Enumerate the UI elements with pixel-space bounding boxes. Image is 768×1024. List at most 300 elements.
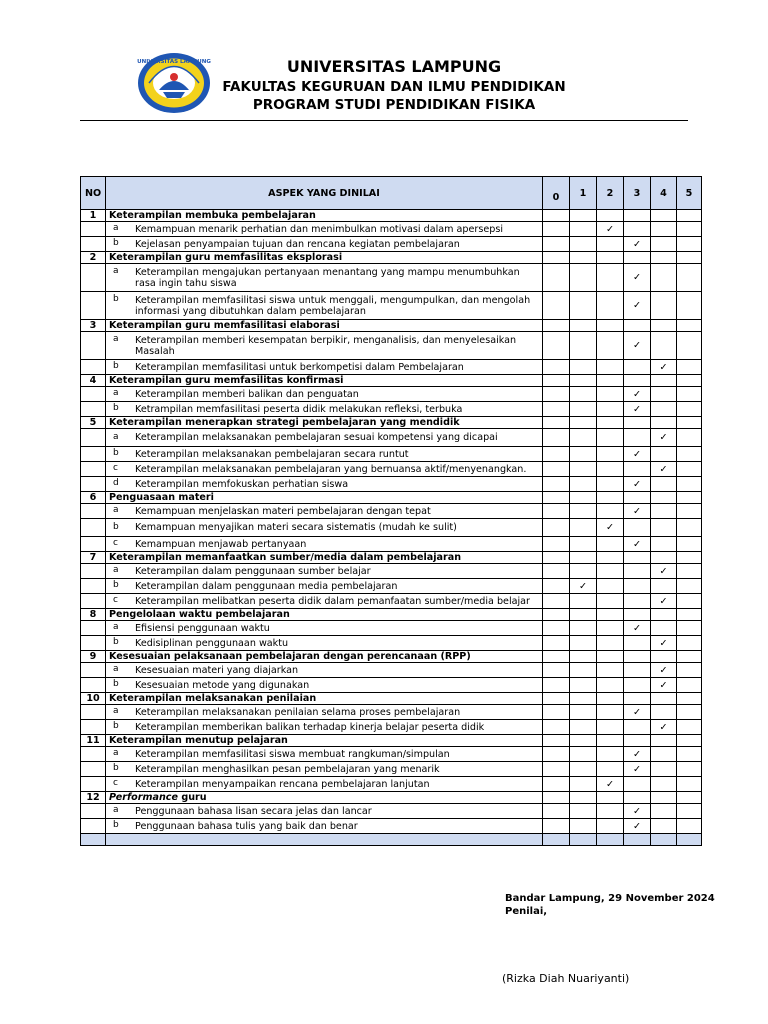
score-cell[interactable] — [570, 402, 597, 417]
score-cell[interactable] — [651, 447, 677, 462]
score-cell[interactable] — [570, 621, 597, 636]
score-cell[interactable] — [570, 519, 597, 537]
score-cell[interactable] — [677, 387, 702, 402]
program-name: PROGRAM STUDI PENDIDIKAN FISIKA — [252, 97, 536, 113]
score-cell[interactable] — [624, 747, 651, 762]
section-title — [106, 252, 543, 264]
criteria-row — [81, 292, 702, 320]
score-cell[interactable] — [624, 504, 651, 519]
score-cell[interactable] — [570, 504, 597, 519]
score-cell[interactable] — [624, 594, 651, 609]
score-cell[interactable] — [651, 360, 677, 375]
score-cell[interactable] — [677, 819, 702, 834]
score-cell[interactable] — [624, 417, 651, 429]
criteria-row — [81, 777, 702, 792]
score-cell[interactable] — [543, 462, 570, 477]
score-cell[interactable] — [651, 417, 677, 429]
score-cell[interactable] — [570, 237, 597, 252]
criteria-letter: a — [113, 223, 119, 233]
criteria-cell — [106, 429, 543, 447]
score-cell[interactable] — [624, 621, 651, 636]
score-cell[interactable] — [677, 762, 702, 777]
score-cell[interactable] — [543, 504, 570, 519]
score-cell[interactable] — [624, 477, 651, 492]
score-cell[interactable] — [597, 292, 624, 320]
score-cell[interactable] — [624, 819, 651, 834]
score-cell[interactable] — [570, 747, 597, 762]
score-cell[interactable] — [570, 762, 597, 777]
score-cell[interactable] — [624, 462, 651, 477]
criteria-number-cell — [81, 402, 106, 417]
score-cell[interactable] — [677, 579, 702, 594]
score-cell[interactable] — [677, 678, 702, 693]
score-cell[interactable] — [543, 477, 570, 492]
score-cell[interactable] — [570, 552, 597, 564]
score-cell[interactable] — [570, 564, 597, 579]
score-cell[interactable] — [597, 705, 624, 720]
score-cell[interactable] — [543, 519, 570, 537]
score-cell[interactable] — [677, 609, 702, 621]
score-cell[interactable] — [543, 320, 570, 332]
score-cell[interactable] — [597, 360, 624, 375]
score-cell[interactable] — [570, 252, 597, 264]
score-cell[interactable] — [597, 819, 624, 834]
score-cell[interactable] — [570, 429, 597, 447]
section-number: 9 — [81, 651, 106, 663]
score-cell[interactable] — [570, 678, 597, 693]
score-cell[interactable] — [651, 621, 677, 636]
score-cell[interactable] — [570, 792, 597, 804]
score-cell[interactable] — [651, 804, 677, 819]
score-cell[interactable] — [677, 264, 702, 292]
score-cell[interactable] — [543, 804, 570, 819]
score-cell[interactable] — [543, 636, 570, 651]
score-cell[interactable] — [597, 537, 624, 552]
section-row — [81, 252, 702, 264]
section-title-suffix: guru — [178, 792, 207, 803]
score-cell[interactable] — [570, 375, 597, 387]
score-cell[interactable] — [624, 735, 651, 747]
score-cell[interactable] — [651, 579, 677, 594]
score-cell[interactable] — [677, 537, 702, 552]
criteria-text: Kesesuaian materi yang diajarkan — [135, 664, 299, 676]
criteria-number-cell — [81, 762, 106, 777]
score-cell[interactable] — [597, 720, 624, 735]
score-cell[interactable] — [597, 462, 624, 477]
score-cell[interactable] — [543, 609, 570, 621]
score-cell[interactable] — [651, 429, 677, 447]
score-cell[interactable] — [651, 735, 677, 747]
score-cell[interactable] — [677, 237, 702, 252]
score-cell[interactable] — [570, 819, 597, 834]
score-cell[interactable] — [624, 264, 651, 292]
criteria-text: Kemampuan menyajikan materi secara sistematis (mudah ke sulit) — [135, 522, 457, 533]
score-cell[interactable] — [677, 252, 702, 264]
criteria-text: Kedisiplinan penggunaan waktu — [135, 637, 289, 649]
score-cell[interactable] — [543, 537, 570, 552]
score-cell[interactable] — [543, 264, 570, 292]
section-title-text: Kesesuaian pelaksanaan pembelajaran dengan perencanaan (RPP) — [109, 651, 471, 662]
criteria-letter: a — [113, 388, 119, 398]
score-cell[interactable] — [677, 594, 702, 609]
score-cell[interactable] — [677, 492, 702, 504]
score-cell[interactable] — [651, 636, 677, 651]
score-cell[interactable] — [624, 210, 651, 222]
criteria-cell — [106, 621, 543, 636]
score-cell[interactable] — [570, 360, 597, 375]
score-cell[interactable] — [543, 579, 570, 594]
score-cell[interactable] — [677, 705, 702, 720]
criteria-row — [81, 747, 702, 762]
score-cell[interactable] — [651, 387, 677, 402]
criteria-row — [81, 264, 702, 292]
score-cell[interactable] — [570, 332, 597, 360]
score-cell[interactable] — [651, 762, 677, 777]
score-cell[interactable] — [543, 693, 570, 705]
score-cell[interactable] — [677, 477, 702, 492]
score-cell[interactable] — [597, 663, 624, 678]
score-cell[interactable] — [543, 663, 570, 678]
score-cell[interactable] — [677, 663, 702, 678]
score-cell[interactable] — [543, 417, 570, 429]
score-cell[interactable] — [651, 237, 677, 252]
score-cell[interactable] — [570, 292, 597, 320]
score-cell[interactable] — [597, 735, 624, 747]
score-cell[interactable] — [543, 210, 570, 222]
score-cell[interactable] — [651, 375, 677, 387]
score-cell[interactable] — [597, 579, 624, 594]
score-cell[interactable] — [570, 222, 597, 237]
score-cell[interactable] — [597, 693, 624, 705]
score-cell[interactable] — [543, 492, 570, 504]
score-cell[interactable] — [677, 504, 702, 519]
section-title — [106, 651, 543, 663]
score-cell[interactable] — [543, 360, 570, 375]
score-cell[interactable] — [570, 579, 597, 594]
score-cell[interactable] — [570, 537, 597, 552]
score-cell[interactable] — [570, 663, 597, 678]
score-cell[interactable] — [597, 678, 624, 693]
score-cell[interactable] — [597, 504, 624, 519]
check-mark-icon: ✓ — [632, 538, 642, 550]
score-cell[interactable] — [651, 537, 677, 552]
score-cell[interactable] — [677, 462, 702, 477]
score-cell[interactable] — [570, 720, 597, 735]
score-cell[interactable] — [677, 447, 702, 462]
score-cell[interactable] — [597, 492, 624, 504]
check-mark-icon: ✓ — [659, 432, 668, 443]
score-cell[interactable] — [597, 564, 624, 579]
score-cell[interactable] — [651, 747, 677, 762]
criteria-letter: b — [113, 721, 119, 731]
score-cell[interactable] — [677, 792, 702, 804]
score-cell[interactable] — [570, 693, 597, 705]
score-cell[interactable] — [597, 621, 624, 636]
criteria-cell — [106, 504, 543, 519]
score-cell[interactable] — [597, 747, 624, 762]
score-cell[interactable] — [597, 264, 624, 292]
score-cell[interactable] — [597, 210, 624, 222]
score-cell[interactable] — [651, 332, 677, 360]
score-cell[interactable] — [624, 693, 651, 705]
criteria-row — [81, 636, 702, 651]
score-cell[interactable] — [597, 792, 624, 804]
score-cell[interactable] — [677, 417, 702, 429]
score-cell[interactable] — [570, 477, 597, 492]
score-cell[interactable] — [597, 477, 624, 492]
score-cell[interactable] — [677, 693, 702, 705]
score-cell[interactable] — [570, 651, 597, 663]
criteria-number-cell — [81, 237, 106, 252]
score-cell[interactable] — [570, 264, 597, 292]
score-cell[interactable] — [677, 804, 702, 819]
score-cell[interactable] — [677, 720, 702, 735]
check-mark-icon: ✓ — [632, 448, 642, 460]
score-cell[interactable] — [651, 292, 677, 320]
score-cell[interactable] — [570, 735, 597, 747]
score-cell[interactable] — [597, 636, 624, 651]
criteria-row — [81, 678, 702, 693]
score-cell[interactable] — [624, 636, 651, 651]
university-name: UNIVERSITAS LAMPUNG — [286, 57, 502, 76]
score-cell[interactable] — [570, 804, 597, 819]
score-cell[interactable] — [624, 429, 651, 447]
score-cell[interactable] — [651, 552, 677, 564]
score-cell[interactable] — [597, 222, 624, 237]
score-cell[interactable] — [597, 387, 624, 402]
criteria-number-cell — [81, 621, 106, 636]
score-cell[interactable] — [677, 552, 702, 564]
check-mark-icon: ✓ — [659, 463, 668, 475]
score-cell[interactable] — [543, 651, 570, 663]
score-cell[interactable] — [624, 237, 651, 252]
score-cell[interactable] — [543, 819, 570, 834]
score-cell[interactable] — [624, 804, 651, 819]
score-cell[interactable] — [570, 417, 597, 429]
score-cell[interactable] — [543, 375, 570, 387]
score-cell[interactable] — [651, 693, 677, 705]
score-cell[interactable] — [543, 705, 570, 720]
header-aspect: ASPEK YANG DINILAI — [106, 177, 543, 210]
score-cell[interactable] — [651, 792, 677, 804]
score-cell[interactable] — [677, 332, 702, 360]
score-cell[interactable] — [651, 564, 677, 579]
score-cell[interactable] — [624, 222, 651, 237]
score-cell[interactable] — [624, 360, 651, 375]
score-cell[interactable] — [651, 720, 677, 735]
score-cell[interactable] — [651, 678, 677, 693]
score-cell[interactable] — [597, 332, 624, 360]
score-cell[interactable] — [570, 210, 597, 222]
score-cell[interactable] — [624, 375, 651, 387]
score-cell[interactable] — [624, 519, 651, 537]
score-cell[interactable] — [597, 594, 624, 609]
score-cell[interactable] — [677, 621, 702, 636]
score-cell[interactable] — [624, 705, 651, 720]
score-cell[interactable] — [570, 777, 597, 792]
score-cell[interactable] — [677, 402, 702, 417]
score-cell[interactable] — [651, 519, 677, 537]
score-cell[interactable] — [624, 564, 651, 579]
score-cell[interactable] — [597, 447, 624, 462]
score-cell[interactable] — [597, 402, 624, 417]
score-cell[interactable] — [543, 252, 570, 264]
score-cell[interactable] — [677, 222, 702, 237]
score-cell[interactable] — [677, 320, 702, 332]
score-cell[interactable] — [677, 564, 702, 579]
criteria-row — [81, 720, 702, 735]
score-cell[interactable] — [543, 792, 570, 804]
score-cell[interactable] — [543, 237, 570, 252]
score-cell[interactable] — [651, 705, 677, 720]
score-cell[interactable] — [570, 594, 597, 609]
criteria-number-cell — [81, 747, 106, 762]
score-cell[interactable] — [624, 678, 651, 693]
score-cell[interactable] — [597, 651, 624, 663]
score-cell[interactable] — [624, 447, 651, 462]
score-cell[interactable] — [624, 552, 651, 564]
score-cell[interactable] — [543, 621, 570, 636]
score-cell[interactable] — [543, 222, 570, 237]
score-cell[interactable] — [597, 762, 624, 777]
score-cell[interactable] — [570, 462, 597, 477]
score-cell[interactable] — [677, 360, 702, 375]
score-cell[interactable] — [624, 492, 651, 504]
score-cell[interactable] — [624, 292, 651, 320]
score-cell[interactable] — [624, 663, 651, 678]
check-mark-icon: ✓ — [659, 361, 668, 373]
score-cell[interactable] — [597, 252, 624, 264]
score-cell[interactable] — [570, 636, 597, 651]
footer-cell — [81, 834, 106, 846]
score-cell[interactable] — [677, 210, 702, 222]
check-mark-icon: ✓ — [659, 664, 668, 676]
score-cell[interactable] — [543, 747, 570, 762]
footer-cell — [543, 834, 570, 846]
score-cell[interactable] — [624, 537, 651, 552]
score-cell[interactable] — [651, 594, 677, 609]
score-cell[interactable] — [543, 594, 570, 609]
score-cell[interactable] — [597, 519, 624, 537]
score-cell[interactable] — [543, 564, 570, 579]
criteria-letter: b — [113, 448, 119, 458]
score-cell[interactable] — [651, 651, 677, 663]
score-cell[interactable] — [624, 579, 651, 594]
score-cell[interactable] — [624, 402, 651, 417]
score-cell[interactable] — [677, 777, 702, 792]
score-cell[interactable] — [597, 804, 624, 819]
score-cell[interactable] — [570, 387, 597, 402]
section-title-text: Keterampilan melaksanakan penilaian — [109, 693, 317, 704]
score-cell[interactable] — [597, 375, 624, 387]
criteria-letter: b — [113, 521, 119, 532]
score-cell[interactable] — [543, 762, 570, 777]
score-cell[interactable] — [543, 735, 570, 747]
score-cell[interactable] — [570, 492, 597, 504]
score-cell[interactable] — [651, 222, 677, 237]
criteria-text: Keterampilan melaksanakan pembelajaran sesuai kompetensi yang dicapai — [135, 432, 498, 443]
score-cell[interactable] — [624, 651, 651, 663]
score-cell[interactable] — [677, 747, 702, 762]
score-cell[interactable] — [624, 252, 651, 264]
criteria-row — [81, 387, 702, 402]
score-cell[interactable] — [597, 777, 624, 792]
score-cell[interactable] — [651, 504, 677, 519]
score-cell[interactable] — [677, 375, 702, 387]
score-cell[interactable] — [651, 320, 677, 332]
score-cell[interactable] — [597, 237, 624, 252]
section-row — [81, 609, 702, 621]
score-cell[interactable] — [570, 609, 597, 621]
score-cell[interactable] — [677, 519, 702, 537]
score-cell[interactable] — [651, 492, 677, 504]
score-cell[interactable] — [543, 292, 570, 320]
score-cell[interactable] — [543, 332, 570, 360]
criteria-cell — [106, 237, 543, 252]
score-cell[interactable] — [624, 609, 651, 621]
score-cell[interactable] — [651, 264, 677, 292]
score-cell[interactable] — [651, 402, 677, 417]
score-cell[interactable] — [651, 663, 677, 678]
score-cell[interactable] — [677, 292, 702, 320]
criteria-cell — [106, 777, 543, 792]
score-cell[interactable] — [677, 429, 702, 447]
score-cell[interactable] — [543, 447, 570, 462]
score-cell[interactable] — [651, 210, 677, 222]
criteria-letter: a — [113, 706, 119, 716]
score-cell[interactable] — [677, 636, 702, 651]
score-cell[interactable] — [597, 609, 624, 621]
criteria-row — [81, 237, 702, 252]
score-cell[interactable] — [624, 792, 651, 804]
score-cell[interactable] — [651, 609, 677, 621]
score-cell[interactable] — [624, 320, 651, 332]
criteria-letter: d — [113, 478, 119, 488]
score-cell[interactable] — [543, 429, 570, 447]
section-title-text: Keterampilan membuka pembelajaran — [109, 210, 316, 221]
score-cell[interactable] — [597, 320, 624, 332]
score-cell[interactable] — [677, 651, 702, 663]
score-cell[interactable] — [624, 387, 651, 402]
score-cell[interactable] — [651, 462, 677, 477]
score-cell[interactable] — [543, 387, 570, 402]
header-no: NO — [81, 177, 106, 210]
score-cell[interactable] — [651, 819, 677, 834]
score-cell[interactable] — [543, 678, 570, 693]
score-cell[interactable] — [651, 777, 677, 792]
score-cell[interactable] — [597, 417, 624, 429]
score-cell[interactable] — [543, 402, 570, 417]
score-cell[interactable] — [597, 552, 624, 564]
score-cell[interactable] — [570, 705, 597, 720]
score-cell[interactable] — [570, 447, 597, 462]
score-cell[interactable] — [570, 320, 597, 332]
score-cell[interactable] — [624, 332, 651, 360]
score-cell[interactable] — [543, 552, 570, 564]
score-cell[interactable] — [677, 735, 702, 747]
score-cell[interactable] — [624, 777, 651, 792]
score-cell[interactable] — [597, 429, 624, 447]
criteria-number-cell — [81, 332, 106, 360]
score-cell[interactable] — [624, 762, 651, 777]
score-cell[interactable] — [624, 720, 651, 735]
score-cell[interactable] — [543, 720, 570, 735]
score-cell[interactable] — [651, 252, 677, 264]
score-cell[interactable] — [543, 777, 570, 792]
section-row — [81, 651, 702, 663]
score-cell[interactable] — [651, 477, 677, 492]
criteria-cell — [106, 720, 543, 735]
